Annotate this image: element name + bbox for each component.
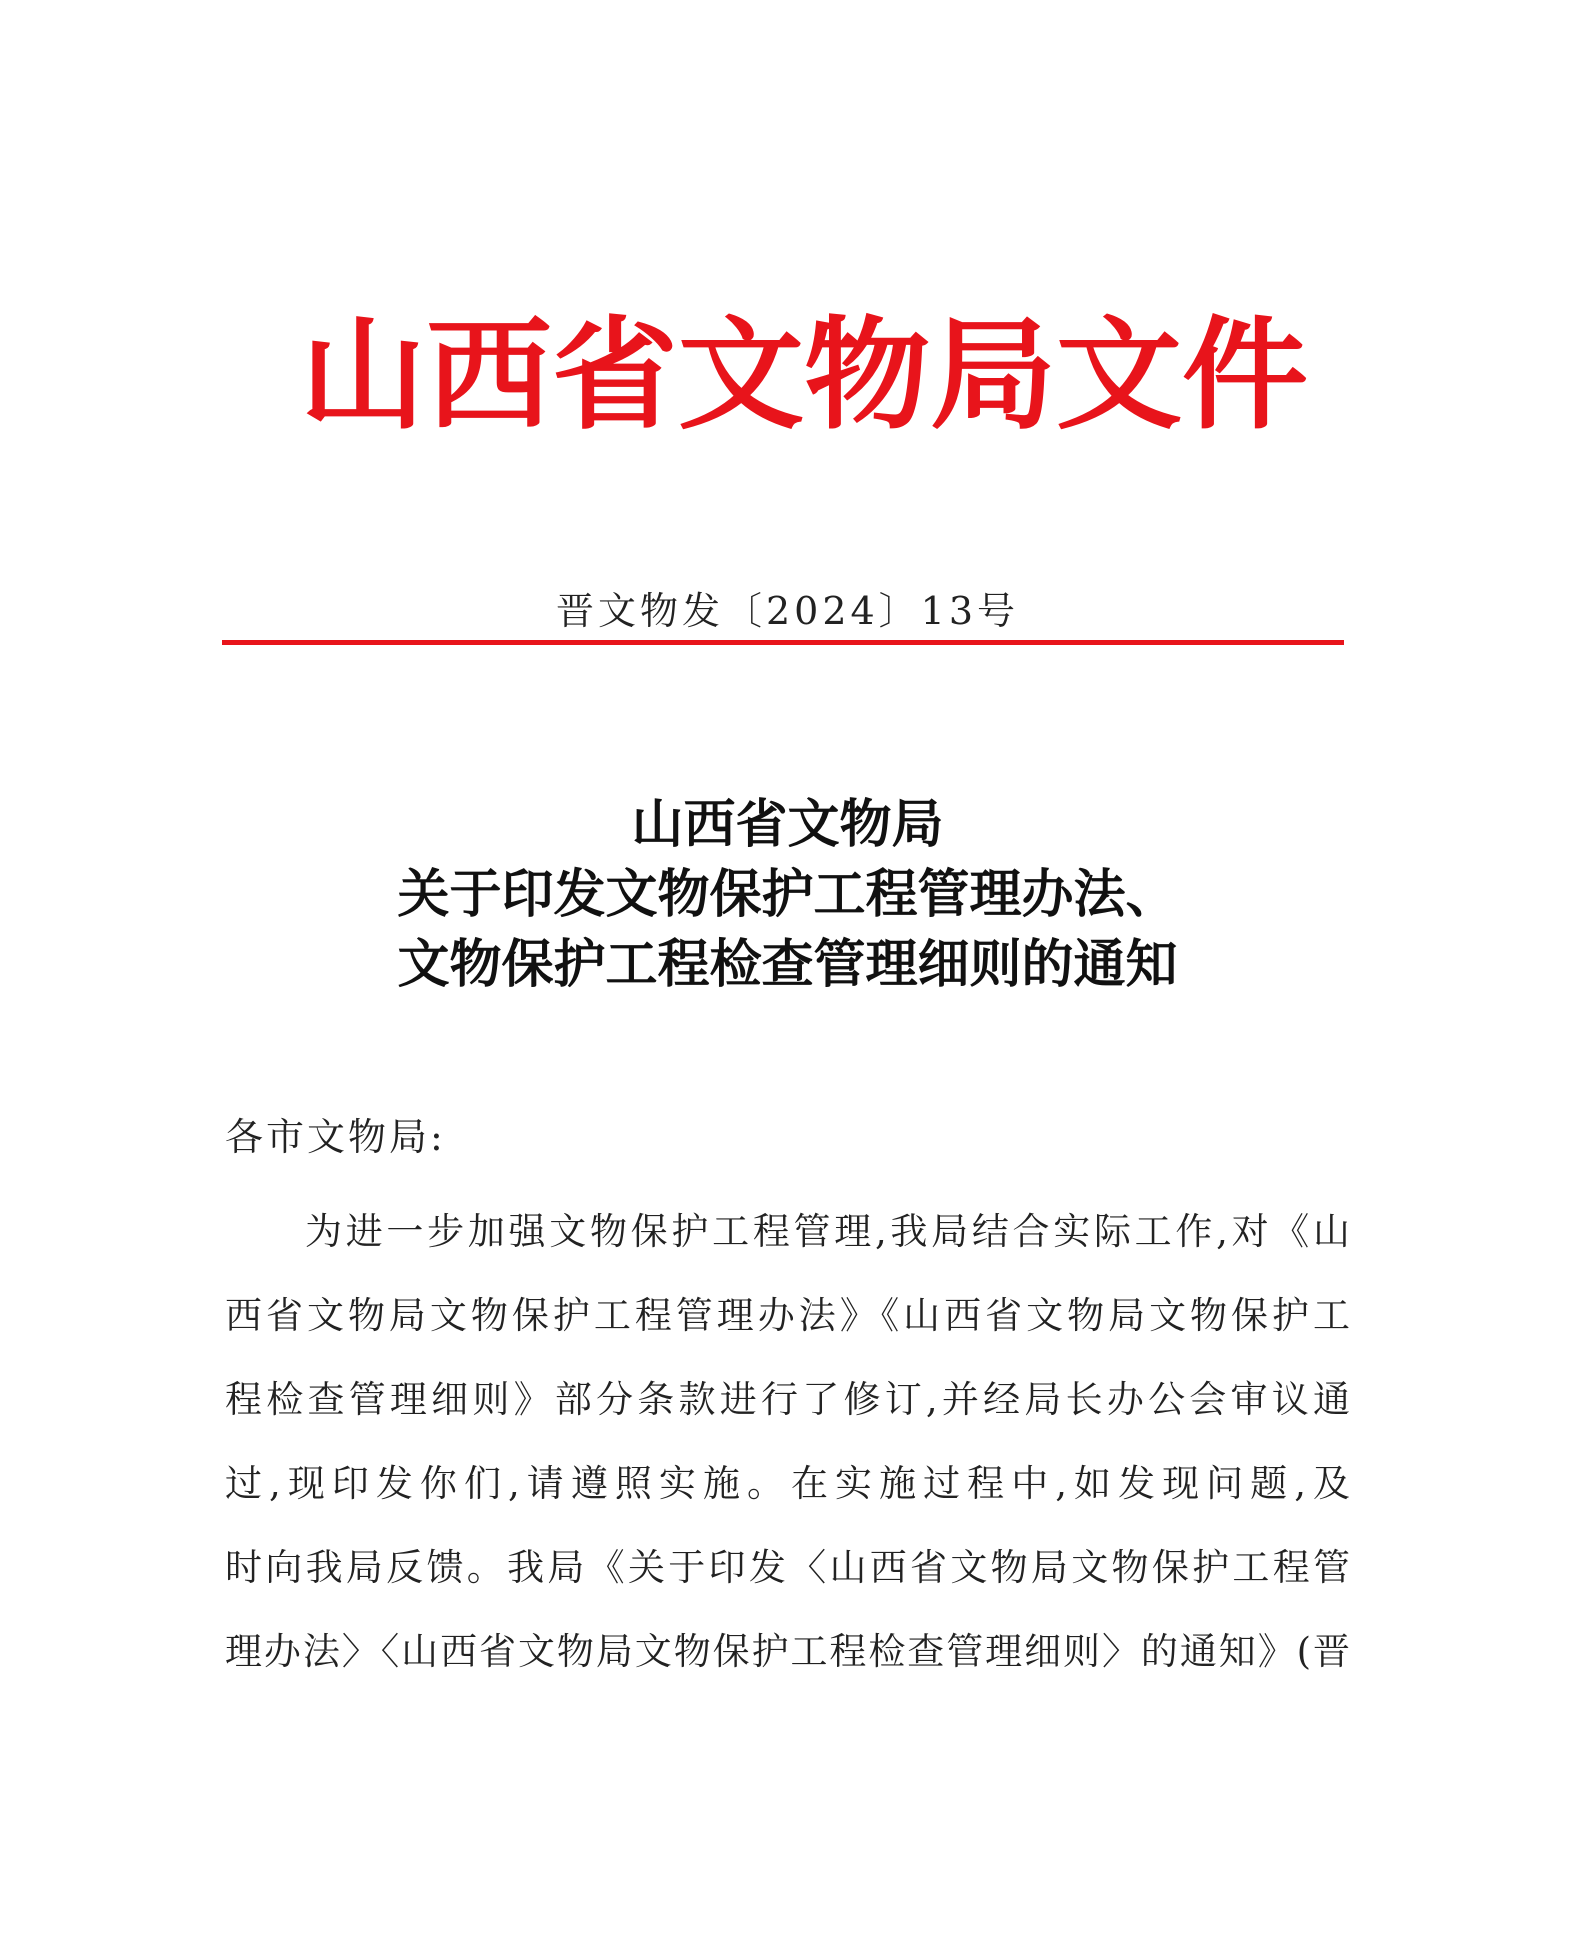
red-divider-line (222, 640, 1344, 645)
masthead-char: 局 (930, 303, 1056, 447)
masthead-char: 西 (426, 303, 552, 447)
masthead-char: 件 (1182, 303, 1308, 447)
body-paragraph (225, 1190, 1350, 1694)
title-line: 山西省文物局 (631, 794, 944, 855)
body-line: 时向我局反馈。我局《关于印发〈山西省文物局文物保护工程管 (225, 1546, 1350, 1589)
body-line: 过,现印发你们,请遵照实施。在实施过程中,如发现问题,及 (225, 1462, 1350, 1505)
masthead-char: 省 (552, 303, 678, 447)
title-line: 文物保护工程检查管理细则的通知 (397, 934, 1178, 995)
masthead-title (300, 303, 1308, 447)
body-line: 理办法〉〈山西省文物局文物保护工程检查管理细则〉的通知》(晋 (225, 1630, 1350, 1673)
masthead-char: 文 (1056, 303, 1182, 447)
title-line: 关于印发文物保护工程管理办法、 (397, 864, 1178, 925)
document-number: 晋文物发〔2024〕13号 (555, 589, 1020, 633)
body-line: 西省文物局文物保护工程管理办法》《山西省文物局文物保护工 (225, 1294, 1350, 1337)
body-line: 为进一步加强文物保护工程管理,我局结合实际工作,对《山 (305, 1210, 1350, 1253)
body-line: 程检查管理细则》部分条款进行了修订,并经局长办公会审议通 (225, 1378, 1350, 1421)
salutation: 各市文物局: (225, 1115, 446, 1159)
masthead-char: 文 (678, 303, 804, 447)
masthead-char: 山 (300, 303, 426, 447)
masthead-char: 物 (804, 303, 930, 447)
document-title (0, 790, 1575, 1000)
